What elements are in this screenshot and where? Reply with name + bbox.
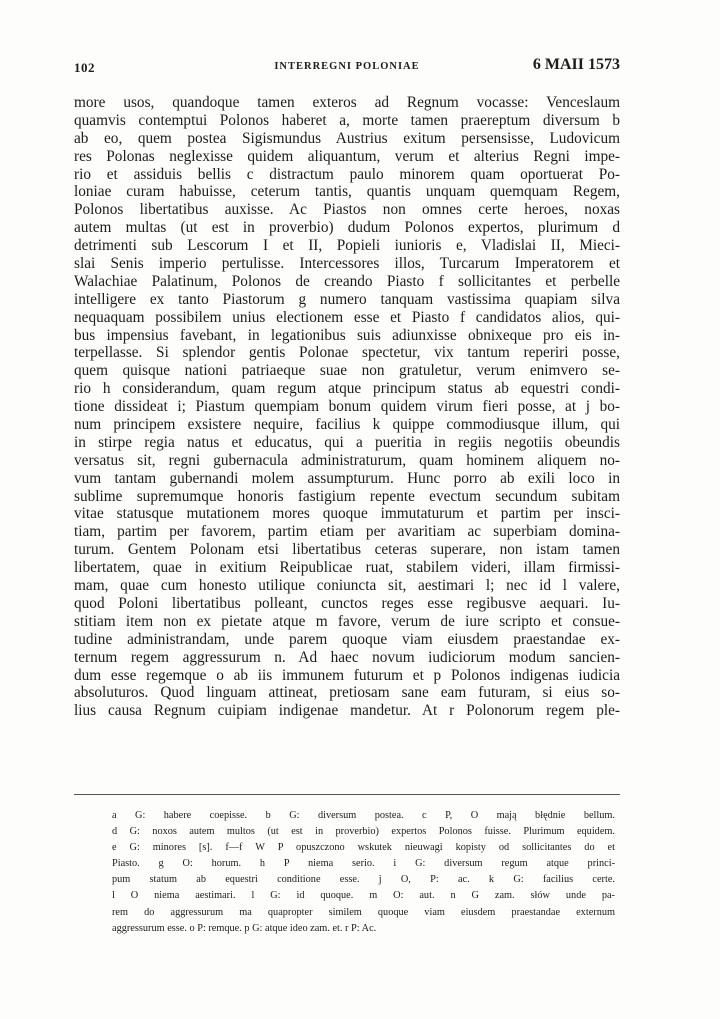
text-line: ab eo, quem postea Sigismundus Austrius exitum persensisse, Ludovicum [74,129,620,147]
text-line: slai Senis imperio pertulisse. Intercessores illos, Turcarum Imperatorem et [74,255,620,273]
text-line: ternum regem aggressurum n. Ad haec novum iudiciorum modum sancien- [74,648,620,666]
footnote-line: pum statum ab equestri conditione esse. j O, P: ac. k G: facilius certe. [112,874,615,886]
text-line: Walachiae Palatinum, Polonos de creando Piasto f sollicitantes et perbelle [74,272,620,290]
text-line: mam, quae cum honesto utilique coniuncta sit, aestimari l; nec id l valere, [74,577,620,595]
text-line: tiam, partim per favorem, partim etiam per avaritiam ac superbiam domina- [74,523,620,541]
text-line: terpellasse. Si splendor gentis Polonae spectetur, vix tantum reperiri posse, [74,344,620,362]
text-line: versatus sit, regni gubernacula administraturum, quam hominem aliquem no- [74,451,620,469]
footnotes [112,808,615,937]
text-line: dum esse regemque o ab iis immunem futurum et p Polonos indigenas iudicia [74,666,620,684]
running-header [74,56,620,78]
body-text [74,94,620,720]
text-line: tione dissideat i; Piastum quempiam bonum quidem virum fieri posse, at j bo- [74,398,620,416]
text-line: autem multas (ut est in proverbio) dudum Polonos expertos, plurimum d [74,219,620,237]
text-line: in stirpe regia natus et educatus, qui a pueritia in regiis negotiis obeundis [74,433,620,451]
text-line: detrimenti sub Lescorum I et II, Popieli iunioris e, Vladislai II, Mieci- [74,237,620,255]
footnote-line: d G: noxos autem multos (ut est in proverbio) expertos Polonos fuisse. Plurimum equidem. [112,826,615,838]
text-line: vitae statusque mutationem mores quoque immutaturum et partim per insci- [74,505,620,523]
footnote-line: Piasto. g O: horum. h P niema serio. i G: diversum regum atque princi- [112,858,615,870]
text-line: rio et assiduis bellis c distractum paulo minorem quam oportuerat Po- [74,165,620,183]
header-date: 6 MAII 1573 [532,56,620,73]
text-line: num principem exsistere nequire, facilius k quippe commodiusque illum, qui [74,416,620,434]
footnote-line: rem do aggressurum ma quapropter similem quoque viam eiusdem praestandae externum [112,906,615,918]
text-line: nequaquam possibilem unius electionem esse et Piasto f candidatos alios, qui- [74,308,620,326]
footnote-line: aggressurum esse. o P: remque. p G: atque ideo zam. et. r P: Ac. [112,922,377,934]
text-line: more usos, quandoque tamen exteros ad Regnum vocasse: Venceslaum [74,94,620,111]
running-title: INTERREGNI POLONIAE [274,61,420,72]
text-line: libertatem, quae in exitium Reipublicae ruat, stabilem videri, illam firmissi- [74,559,620,577]
footnote-line: a G: habere coepisse. b G: diversum postea. c P, O mają błędnie bellum. [112,810,615,821]
text-line: absoluturos. Quod linguam attineat, pretiosam sane eam futuram, si eius so- [74,684,620,702]
text-line: quod Poloni libertatibus polleant, cunctos reges esse regibusve aequari. Iu- [74,594,620,612]
page-number: 102 [74,60,95,75]
footnote-line: l O niema aestimari. l G: id quoque. m O: aut. n G zam. słów unde pa- [112,890,615,902]
text-line: bus impensius favebant, in legationibus suis adiunxisse obnixeque pro eis in- [74,326,620,344]
text-line: vum tantam gubernandi molem assumpturum. Hunc porro ab exili loco in [74,469,620,487]
text-line: lius causa Regnum cuipiam indigenae mandetur. At r Polonorum regem ple- [74,702,620,720]
text-line: res Polonas neglexisse quidem aliquantum, verum et alterius Regni impe- [74,147,620,165]
text-line: turum. Gentem Polonam etsi libertatibus ceteras superare, non istam tamen [74,541,620,559]
text-line: quem quisque nationi patriaeque suae non gratuletur, verum enimvero se- [74,362,620,380]
text-line: quamvis contemptui Polonos haberet a, morte tamen praereptum diversum b [74,111,620,129]
text-line: sublime supremumque honoris fastigium repente evectum secundum subitam [74,487,620,505]
footnote-divider [74,794,620,795]
text-line: rio h considerandum, quam regum atque principum status ab equestri condi- [74,380,620,398]
text-line: Polonos libertatibus auxisse. Ac Piastos non omnes certe heroes, noxas [74,201,620,219]
text-line: intelligere ex tanto Piastorum g numero tanquam vastissima quapiam silva [74,290,620,308]
text-line: tudine administrandam, unde parem quoque viam eiusdem praestandae ex- [74,630,620,648]
text-line: loniae curam habuisse, ceterum tantis, quantis unquam quemquam Regem, [74,183,620,201]
footnote-line: e G: minores [s]. f—f W P opuszczono wskutek nieuwagi kopisty od sollicitantes do et [112,842,615,854]
text-line: stitiam item non ex pietate atque m favore, verum de iure scripto et consue- [74,612,620,630]
